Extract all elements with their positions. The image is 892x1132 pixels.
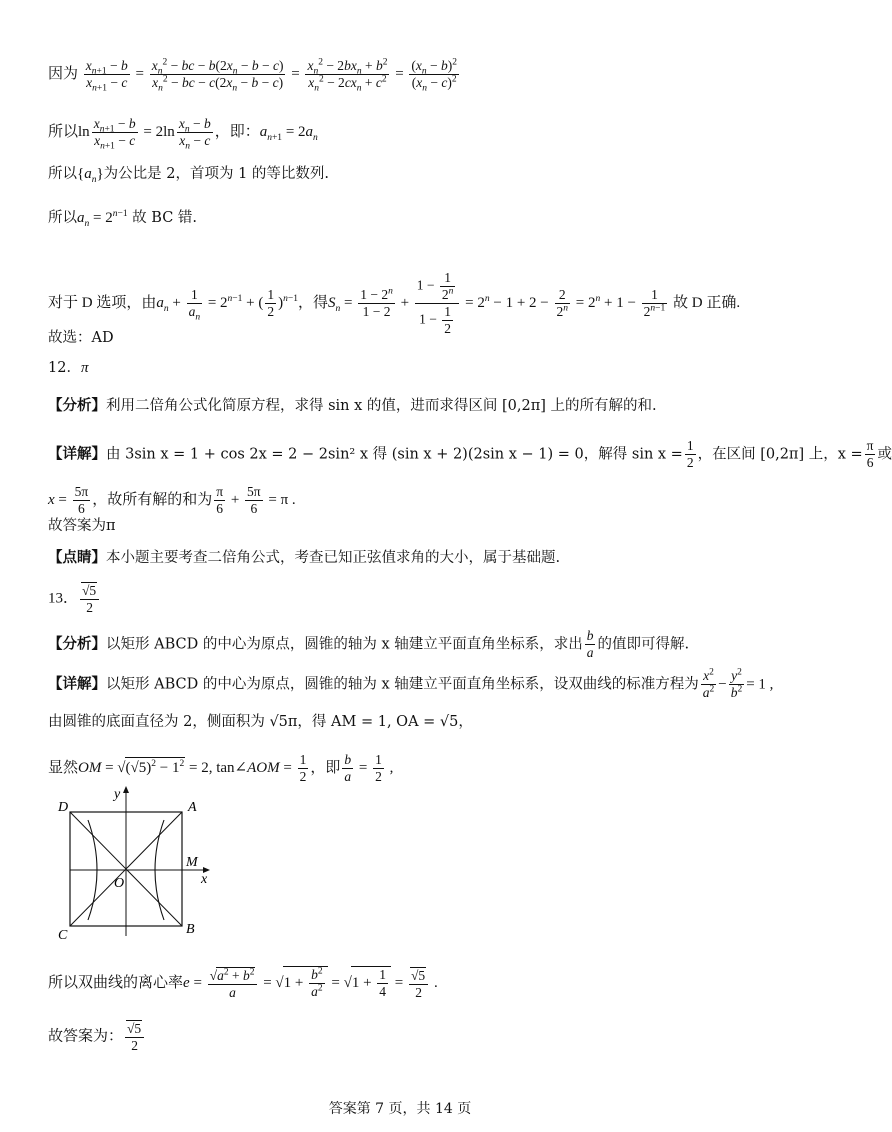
detail-13-line3: 显然OM = $√(√5)^2 - 1^2 = 2$, tan∠AOM = $\frac{1}{2}$ ，即 $\frac{b}{a}$ = $\frac{1}{2}$ , xyxy=(48,752,394,784)
equation-log: 所以ln $\frac{x_{n+1} - b}{x_{n+1} - c}$ = 2ln $\frac{x_n - b}{x_n - c}$ ，即：$a_{n+1} = 2a_n$ xyxy=(48,116,318,152)
analysis-12: 【分析】利用二倍角公式化简原方程，求得 sin x 的值，进而求得区间 [0,2π] 上的所有解的和. xyxy=(48,397,657,414)
label-d: D xyxy=(58,800,69,815)
eccentricity: 所以双曲线的离心率e = $\frac{√a^2 + b^2}{a}$ = √1 + $\frac{b^2}{a^2}$ = √1 + $\frac{1}{4}$ = $\frac{√5}{2}$ . xyxy=(48,966,438,1000)
detail-13-line1: 【详解】以矩形 ABCD 的中心为原点，圆锥的轴为 x 轴建立平面直角坐标系，设双曲线的标准方程为 $\frac{x^2}{a^2}$ − $\frac{y^2}{b^2}$ = 1 , xyxy=(48,667,774,700)
question-13-number: 13． $\frac{√5}{2}$ xyxy=(48,582,101,616)
label-a: A xyxy=(188,800,197,815)
label-b: B xyxy=(186,922,195,937)
label-c: C xyxy=(58,928,68,943)
question-12-number: 12．π xyxy=(48,360,89,376)
general-term: 所以$a_n = 2^{n-1}$ 故 BC 错. xyxy=(48,209,198,229)
label-o: O xyxy=(114,876,125,891)
detail-12-line1: 【详解】由 3sin x = 1 + cos 2x = 2 − 2sin² x 得 (sin x + 2)(2sin x − 1) = 0，解得 sin x = $\frac{1}{2}$ ，在区间 [0,2π] 上，x = $\frac{\pi}{6}$ 或 xyxy=(48,438,892,470)
equation-ratio: 因为 $\frac{x_{n+1} - b}{x_{n+1} - c}$ = $\frac{x_n^2 - bc - b(2x_n - b - c)}{x_n^2 - bc - c(2x_n - b - c)}$ = $\frac{x_n^2 - 2bx_n + b^2}{x_n^2 - 2cx_n + c^2}$ = $\frac{(x_n - b)^2}{(x_n - c)^2}$ xyxy=(48,57,458,94)
label-y: y xyxy=(114,787,121,802)
comment-12: 【点睛】本小题主要考查二倍角公式，考查已知正弦值求角的大小，属于基础题. xyxy=(48,549,561,566)
detail-13-line2: 由圆锥的底面直径为 2，侧面积为 √5π，得 AM = 1, OA = √5， xyxy=(48,714,473,730)
answer-13: 故答案为： $\frac{√5}{2}$ xyxy=(48,1020,146,1054)
geometric-statement: 所以$\{a_n\}$为公比是 2，首项为 1 的等比数列. xyxy=(48,166,330,185)
detail-12-line2: x = $\frac{5\pi}{6}$ ，故所有解的和为 $\frac{\pi}{6}$ + $\frac{5\pi}{6}$ = π . xyxy=(48,484,296,516)
answer-12: 故答案为π xyxy=(48,518,116,534)
choice-answer: 故选：AD xyxy=(48,330,114,346)
y-axis-arrow-icon xyxy=(123,786,129,793)
label-m: M xyxy=(186,855,198,870)
hyperbola-figure xyxy=(48,784,228,944)
analysis-13: 【分析】以矩形 ABCD 的中心为原点，圆锥的轴为 x 轴建立平面直角坐标系，求出 $\frac{b}{a}$ 的值即可得解. xyxy=(48,628,690,660)
option-d-sum: 对于 D 选项，由$a_n$ + $\frac{1}{a_n}$ = $2^{n-1}$ + ( $\frac{1}{2}$ )$^{n-1}$，得$S_n$ = $\frac{1 - 2^n}{1 - 2}$ + 1 − $\frac{1}{2^n}$ 1 − $\frac{1}{2}$ = $2^n - 1 + 2$ − $\frac{2}{2^n}$ = $2^n + 1$ − $\frac{1}{2^{n-1}}$ 故 D 正确. xyxy=(48,270,741,336)
label-x: x xyxy=(201,872,208,887)
page-footer: 答案第 7 页，共 14 页 xyxy=(328,1101,472,1117)
